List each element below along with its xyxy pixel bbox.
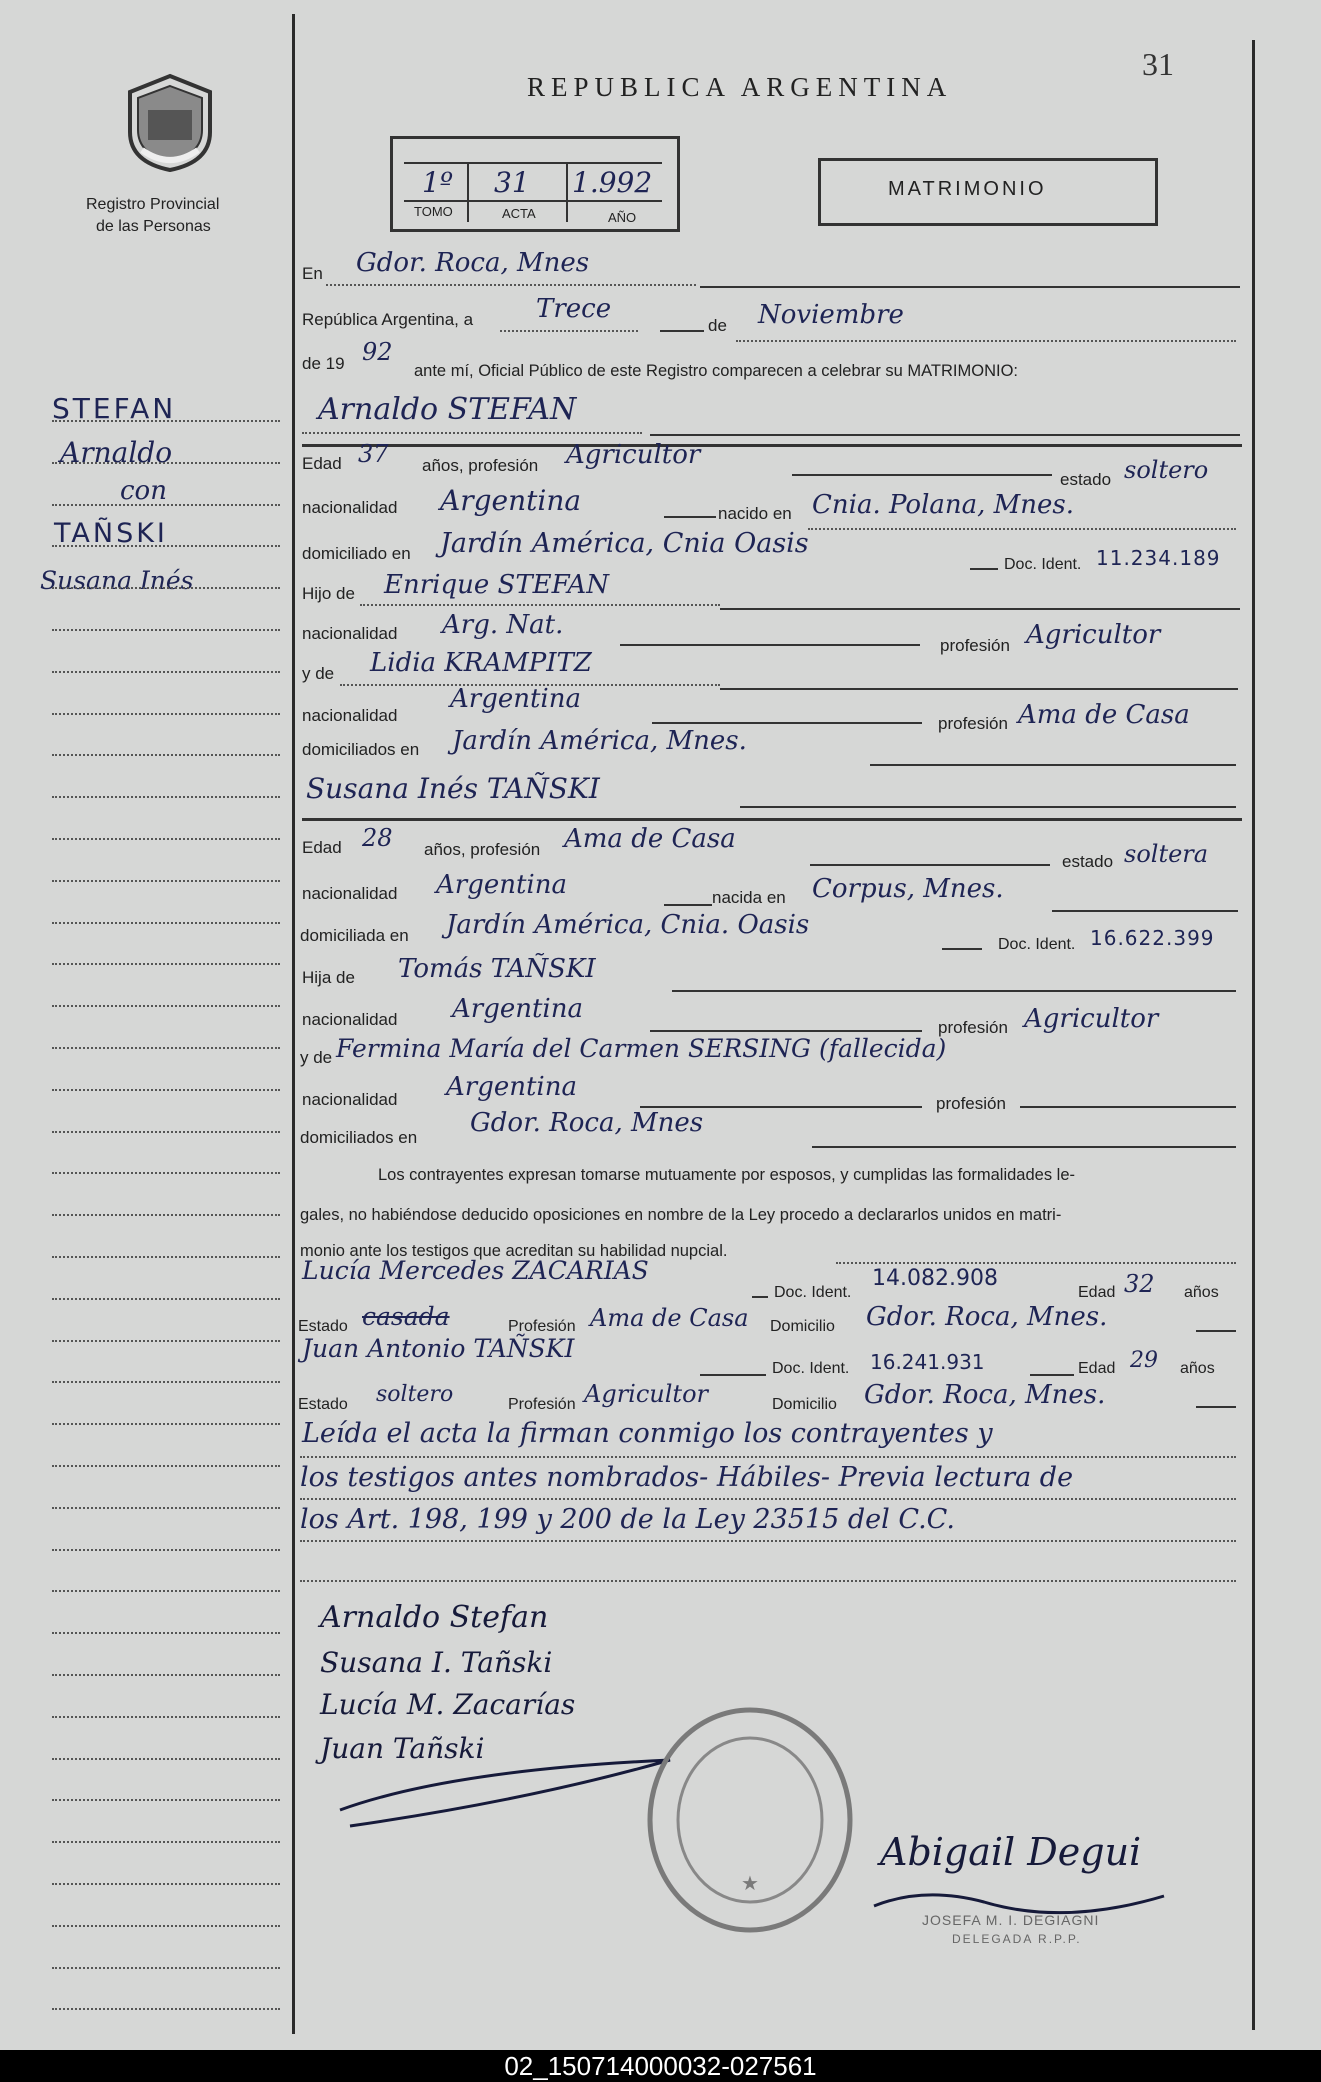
margin-note-line5: Susana Inés (40, 566, 194, 595)
margin-rule-line (52, 713, 280, 715)
groom-father: Enrique STEFAN (384, 570, 609, 600)
doc-ident-label-groom: Doc. Ident. (1004, 556, 1082, 573)
groom-mother-nat: Argentina (450, 684, 581, 714)
bride-father-nat: Argentina (452, 994, 583, 1024)
witness1-estado: casada (362, 1302, 450, 1331)
margin-rule-line (52, 1256, 280, 1258)
groom-estado: soltero (1124, 456, 1209, 484)
witness1-name: Lucía Mercedes ZACARIAS (302, 1256, 649, 1285)
en-label: En (302, 264, 323, 283)
nacionalidad-label-groom-mother: nacionalidad (302, 706, 398, 725)
margin-rule-line (52, 1381, 280, 1383)
profesion-label-groom-father: profesión (940, 636, 1010, 655)
witness1-domicile: Gdor. Roca, Mnes. (866, 1302, 1108, 1332)
bride-profession: Ama de Casa (564, 824, 736, 854)
registry-name-line2: de las Personas (96, 218, 211, 235)
domicilio-label-w2: Domicilio (772, 1396, 837, 1413)
bride-mother-nat: Argentina (446, 1072, 577, 1102)
margin-rule-line (52, 1549, 280, 1551)
margin-rule-line (52, 1298, 280, 1300)
margin-rule-line (52, 629, 280, 631)
margin-rule-line (52, 2008, 280, 2010)
profesion-label-bride-father: profesión (938, 1018, 1008, 1037)
witness2-profession: Agricultor (584, 1380, 708, 1408)
anos-label-w1: años (1184, 1284, 1219, 1301)
margin-note-line2: Arnaldo (60, 436, 173, 469)
margin-rule-line (52, 1590, 280, 1592)
bride-parents-dom: Gdor. Roca, Mnes (470, 1108, 704, 1138)
witness2-name: Juan Antonio TAÑSKI (302, 1334, 575, 1363)
day-value: Trece (536, 294, 612, 324)
anos-profesion-label-bride: años, profesión (424, 840, 541, 859)
margin-rule-line (52, 1131, 280, 1133)
margin-rule-line (52, 1799, 280, 1801)
margin-note-line4: TAÑSKI (54, 518, 168, 549)
bride-age: 28 (362, 824, 393, 852)
margin-rule-line (52, 796, 280, 798)
groom-father-prof: Agricultor (1026, 620, 1161, 650)
registry-name-line1: Registro Provincial (86, 196, 220, 213)
profesion-label-w2: Profesión (508, 1396, 576, 1413)
margin-rule-line (52, 1925, 280, 1927)
margin-rule-line (52, 1340, 280, 1342)
bride-birthplace: Corpus, Mnes. (812, 874, 1004, 904)
estado-label-w1: Estado (298, 1318, 348, 1335)
signature-bride: Susana I. Tañski (320, 1646, 553, 1679)
groom-birthplace: Cnia. Polana, Mnes. (812, 490, 1075, 520)
margin-rule-line (52, 1758, 280, 1760)
intro-text: ante mí, Oficial Público de este Registro comparecen a celebrar su MATRIMONIO: (414, 362, 1019, 380)
domiciliada-en-label: domiciliada en (300, 926, 409, 945)
nacionalidad-label-groom: nacionalidad (302, 498, 398, 517)
hijo-de-label: Hijo de (302, 584, 355, 603)
bride-domicile: Jardín América, Cnia. Oasis (446, 910, 810, 940)
margin-rule-line (52, 1465, 280, 1467)
margin-rule-line (52, 1423, 280, 1425)
witness1-profession: Ama de Casa (590, 1304, 749, 1332)
margin-rule-line (52, 880, 280, 882)
year-prefix: de 19 (302, 354, 345, 373)
groom-mother-prof: Ama de Casa (1018, 700, 1190, 730)
tomo-value: 1º (422, 166, 453, 199)
groom-profession: Agricultor (566, 440, 701, 470)
country-title: REPUBLICA ARGENTINA (527, 72, 953, 102)
en-value: Gdor. Roca, Mnes (356, 248, 590, 278)
acta-value: 31 (494, 166, 530, 199)
margin-note-line3: con (120, 476, 167, 506)
margin-rule-line (52, 504, 280, 506)
domicilio-label-w1: Domicilio (770, 1318, 835, 1335)
closing-note-line3: los Art. 198, 199 y 200 de la Ley 23515 del C.C. (300, 1504, 955, 1535)
anos-profesion-label-groom: años, profesión (422, 456, 539, 475)
witness2-doc: 16.241.931 (870, 1350, 985, 1374)
signature-official: Abigail Degui (880, 1830, 1142, 1874)
estado-label-w2: Estado (298, 1396, 348, 1413)
year-value: 92 (362, 338, 393, 366)
provincial-emblem (118, 70, 222, 174)
bride-father-prof: Agricultor (1024, 1004, 1159, 1034)
svg-text:★: ★ (741, 1871, 759, 1895)
left-margin-rule (292, 14, 295, 2034)
tomo-label: TOMO (414, 204, 453, 219)
estado-label-groom: estado (1060, 470, 1112, 489)
nacionalidad-label-groom-father: nacionalidad (302, 624, 398, 643)
groom-nationality: Argentina (440, 484, 582, 517)
domiciliados-en-label-bride: domiciliados en (300, 1128, 418, 1147)
margin-rule-line (52, 1716, 280, 1718)
margin-rule-line (52, 420, 280, 422)
margin-rule-line (52, 1214, 280, 1216)
bride-father: Tomás TAÑSKI (398, 954, 596, 984)
de-label: de (708, 316, 727, 335)
profesion-label-w1: Profesión (508, 1318, 576, 1335)
domiciliado-en-label: domiciliado en (302, 544, 411, 563)
witness2-estado: soltero (376, 1382, 454, 1407)
groom-doc: 11.234.189 (1096, 546, 1221, 570)
margin-rule-line (52, 1047, 280, 1049)
legal-paragraph-line1: Los contrayentes expresan tomarse mutuamente por esposos, y cumplidas las formalidades le- (378, 1166, 1076, 1184)
bride-nationality: Argentina (436, 870, 567, 900)
official-stamp-title: DELEGADA R.P.P. (952, 1932, 1082, 1946)
groom-mother: Lidia KRAMPITZ (370, 648, 592, 678)
doc-ident-label-w2: Doc. Ident. (772, 1360, 850, 1377)
y-de-label-groom: y de (302, 664, 335, 683)
domiciliados-en-label-groom: domiciliados en (302, 740, 420, 759)
groom-father-nat: Arg. Nat. (442, 610, 564, 640)
margin-rule-line (52, 1841, 280, 1843)
ano-label: AÑO (608, 210, 637, 225)
edad-label-w1: Edad (1078, 1284, 1116, 1301)
margin-rule-line (52, 1967, 280, 1969)
signature-witness1: Lucía M. Zacarías (320, 1688, 576, 1721)
ano-value: 1.992 (572, 166, 653, 199)
bride-name: Susana Inés TAÑSKI (306, 772, 600, 805)
legal-paragraph-line2: gales, no habiéndose deducido oposiciones en nombre de la Ley procedo a declararlos unidos en matri- (300, 1206, 1062, 1224)
groom-name: Arnaldo STEFAN (318, 392, 577, 427)
margin-rule-line (52, 754, 280, 756)
margin-rule-line (52, 838, 280, 840)
margin-rule-line (52, 1883, 280, 1885)
groom-age: 37 (358, 440, 389, 468)
image-id-footer: 02_150714000032-027561 (0, 2050, 1321, 2082)
nacida-en-label: nacida en (712, 888, 786, 907)
month-value: Noviembre (758, 300, 904, 330)
groom-parents-dom: Jardín América, Mnes. (452, 726, 747, 756)
acta-label: ACTA (502, 206, 536, 221)
margin-rule-line (52, 1674, 280, 1676)
margin-rule-line (52, 671, 280, 673)
margin-rule-line (52, 462, 280, 464)
margin-rule-line (52, 1172, 280, 1174)
nacido-en-label: nacido en (718, 504, 792, 523)
page-number: 31 (1142, 46, 1174, 82)
bride-mother: Fermina María del Carmen SERSING (fallecida) (336, 1034, 947, 1063)
edad-label-bride: Edad (302, 838, 342, 857)
anos-label-w2: años (1180, 1360, 1215, 1377)
margin-rule-line (52, 922, 280, 924)
nacionalidad-label-bride-mother: nacionalidad (302, 1090, 398, 1109)
profesion-label-bride-mother: profesión (936, 1094, 1006, 1113)
bride-doc: 16.622.399 (1090, 926, 1215, 950)
margin-rule-line (52, 545, 280, 547)
margin-note-line1: STEFAN (52, 392, 177, 425)
witness1-doc: 14.082.908 (872, 1266, 998, 1291)
doc-ident-label-bride: Doc. Ident. (998, 936, 1076, 953)
signature-witness2: Juan Tañski (320, 1732, 485, 1765)
witness1-age: 32 (1124, 1270, 1155, 1298)
closing-note-line1: Leída el acta la firman conmigo los contrayentes y (302, 1418, 993, 1449)
estado-label-bride: estado (1062, 852, 1114, 871)
signature-groom: Arnaldo Stefan (320, 1600, 549, 1635)
official-round-stamp (640, 1700, 860, 1940)
y-de-label-bride: y de (300, 1048, 333, 1067)
witness2-domicile: Gdor. Roca, Mnes. (864, 1380, 1106, 1410)
edad-label-w2: Edad (1078, 1360, 1116, 1377)
margin-rule-line (52, 1507, 280, 1509)
official-stamp-name: JOSEFA M. I. DEGIAGNI (922, 1912, 1100, 1928)
republica-label: República Argentina, a (302, 310, 474, 329)
nacionalidad-label-bride: nacionalidad (302, 884, 398, 903)
margin-rule-line (52, 587, 280, 589)
margin-rule-line (52, 963, 280, 965)
profesion-label-groom-mother: profesión (938, 714, 1008, 733)
bride-estado: soltera (1124, 840, 1209, 868)
doc-ident-label-w1: Doc. Ident. (774, 1284, 852, 1301)
witness2-age: 29 (1130, 1348, 1158, 1373)
margin-rule-line (52, 1089, 280, 1091)
legal-paragraph-line3: monio ante los testigos que acreditan su habilidad nupcial. (300, 1242, 728, 1260)
groom-domicile: Jardín América, Cnia Oasis (440, 528, 809, 559)
nacionalidad-label-bride-father: nacionalidad (302, 1010, 398, 1029)
signature-flourish (330, 1750, 690, 1830)
margin-rule-line (52, 1005, 280, 1007)
closing-note-line2: los testigos antes nombrados- Hábiles- Previa lectura de (300, 1462, 1074, 1493)
edad-label-groom: Edad (302, 454, 342, 473)
record-type-label: MATRIMONIO (888, 178, 1047, 200)
hija-de-label: Hija de (302, 968, 355, 987)
right-margin-rule (1252, 40, 1255, 2030)
margin-rule-line (52, 1632, 280, 1634)
